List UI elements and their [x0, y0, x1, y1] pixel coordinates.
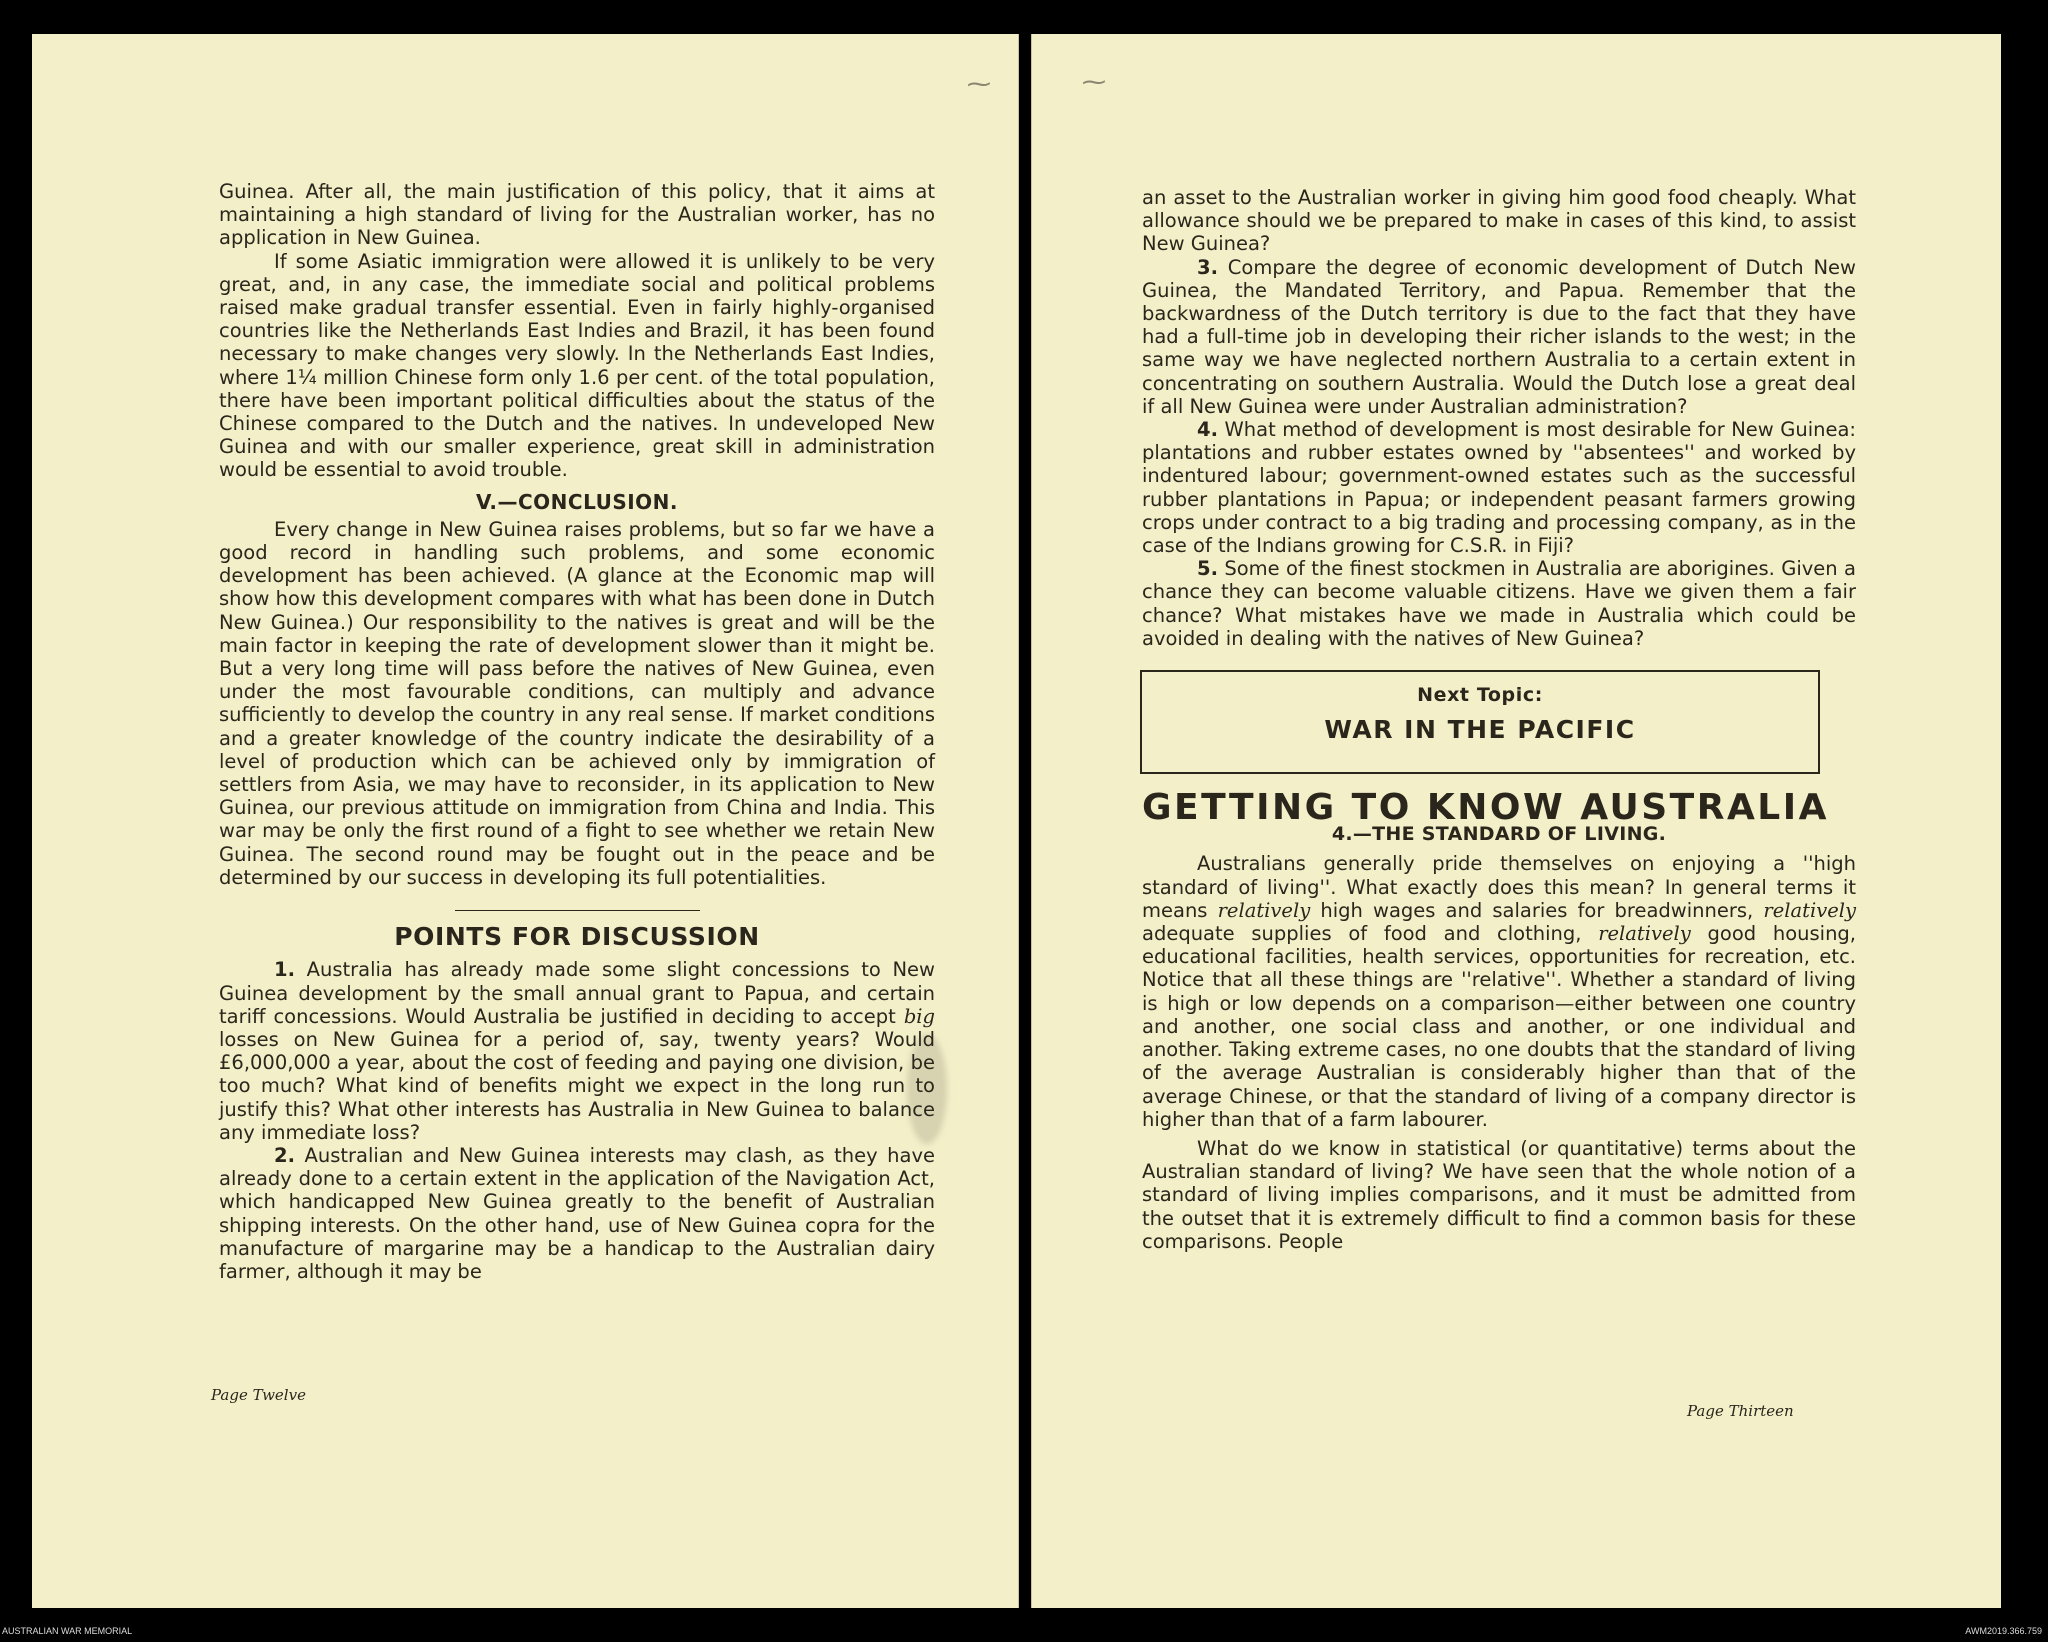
- living-emphasis-1: relatively: [1217, 898, 1311, 922]
- archive-footer: [0, 1608, 2048, 1642]
- point-3-text: Compare the degree of economic development of Dutch New Guinea, the Mandated Territory, and Papua. Remember that the backwardness of the Dutch territory is due to the fact that they have had a full-time job in developing their richer islands to the west; in the same way we have neglected northern Australia to a certain extent in concentrating on southern Australia. Would the Dutch lose a great deal if all New Guinea were under Australian administration?: [1142, 255, 1856, 418]
- staple-mark: ⁓: [1082, 68, 1106, 96]
- archive-name: AUSTRALIAN WAR MEMORIAL: [2, 1626, 133, 1636]
- point-5-number: 5.: [1197, 557, 1218, 581]
- intro-paragraph: Guinea. After all, the main justification of this policy, that it aims at maintaining a high standard of living for the Australian worker, has no application in New Guinea.: [219, 180, 935, 250]
- divider: [455, 910, 700, 911]
- point-4: [1142, 418, 1856, 557]
- point-2-text: Australian and New Guinea interests may clash, as they have already done to a certain extent in the application of the Navigation Act, which handicapped New Guinea greatly to the benefit of Australian shipping interests. On the other hand, use of New Guinea copra for the manufacture of margarine may be a handicap to the Australian dairy farmer, although it may be: [219, 1143, 935, 1283]
- right-page: [1031, 34, 2001, 1608]
- left-text-column: [219, 180, 935, 1283]
- point-1-text-a: Australia has already made some slight concessions to New Guinea development by the small annual grant to Papua, and certain tariff concessions. Would Australia be justified in deciding to accept: [219, 958, 936, 1028]
- standard-of-living-paragraph: [1142, 852, 1856, 1130]
- right-text-column: [1142, 186, 1856, 1253]
- intro-paragraph: an asset to the Australian worker in giving him good food cheaply. What allowance should we be prepared to make in cases of this kind, to assist New Guinea?: [1142, 186, 1856, 256]
- next-topic-box: [1140, 670, 1820, 774]
- points-heading: POINTS FOR DISCUSSION: [394, 922, 760, 952]
- point-2-number: 2.: [274, 1143, 295, 1167]
- asiatic-paragraph: If some Asiatic immigration were allowed it is unlikely to be very great, and, in any case, the immediate social and political problems raised make gradual transfer essential. Even in fairly highly-organised countries like the Netherlands East Indies and Brazil, it has been found necessary to make changes very slowly. In the Netherlands East Indies, where 1¼ million Chinese form only 1.6 per cent. of the total population, there have been important political difficulties about the status of the Chinese compared to the Dutch and the natives. In undeveloped New Guinea and with our smaller experience, great skill in administration would be essential to avoid trouble.: [219, 249, 935, 482]
- point-3: [1142, 256, 1856, 418]
- point-2: [219, 1144, 935, 1283]
- living-emphasis-3: relatively: [1598, 922, 1691, 946]
- point-1: [219, 958, 935, 1144]
- point-1-number: 1.: [274, 958, 295, 982]
- left-page: [32, 34, 1019, 1608]
- point-1-emphasis: big: [903, 1004, 936, 1028]
- point-5-text: Some of the finest stockmen in Australia are aborigines. Given a chance they can become valuable citizens. Have we given them a fair chance? What mistakes have we made in Australia which could be avoided in dealing with the natives of New Guinea?: [1142, 557, 1856, 650]
- point-1-text-b: losses on New Guinea for a period of, say, twenty years? Would £6,000,000 a year, about the cost of feeding and paying one division, be too much? What kind of benefits might we expect in the long run to justify this? What other interests has Australia in New Guinea to balance any immediate loss?: [219, 1027, 935, 1144]
- page-number-left: Page Twelve: [211, 1386, 306, 1404]
- living-emphasis-2: relatively: [1763, 898, 1857, 922]
- next-topic-label: Next Topic:: [1417, 684, 1543, 707]
- conclusion-heading: V.—CONCLUSION.: [475, 489, 679, 514]
- next-topic-title: WAR IN THE PACIFIC: [1324, 715, 1636, 745]
- living-text-c: adequate supplies of food and clothing,: [1142, 922, 1582, 946]
- section-title: GETTING TO KNOW AUSTRALIA: [1142, 787, 1829, 829]
- point-5: [1142, 557, 1856, 650]
- staple-mark: ⁓: [967, 70, 991, 98]
- archive-id: AWM2019.366.759: [1965, 1626, 2042, 1636]
- page-number-right: Page Thirteen: [1687, 1402, 1794, 1420]
- living-text-a: Australians generally pride themselves on enjoying a ''high standard of living''. What exactly does this mean? In general terms it means: [1142, 852, 1856, 922]
- conclusion-paragraph: Every change in New Guinea raises problems, but so far we have a good record in handling such problems, and some economic development has been achieved. (A glance at the Economic map will show how this development compares with what has been done in Dutch New Guinea.) Our responsibility to the natives is great and will be the main factor in keeping the rate of development slower than it might be. But a very long time will pass before the natives of New Guinea, even under the most favourable conditions, can multiply and advance sufficiently to develop the country in any real sense. If market conditions and a greater knowledge of the country indicate the desirability of a level of production which can be achieved only by immigration of settlers from Asia, we may have to reconsider, in its application to New Guinea, our previous attitude on immigration from China and India. This war may be only the first round of a fight to see whether we retain New Guinea. The second round may be fought out in the peace and be determined by our success in developing its full potentialities.: [219, 517, 935, 889]
- point-4-text: What method of development is most desirable for New Guinea: plantations and rubber estates owned by ''absentees'' and worked by indentured labour; government-owned estates such as the successful rubber plantations in Papua; or independent peasant farmers growing crops under contract to a big trading and processing company, as in the case of the Indians growing for C.S.R. in Fiji?: [1142, 418, 1856, 558]
- living-text-b: high wages and salaries for breadwinners,: [1320, 898, 1754, 922]
- point-3-number: 3.: [1197, 255, 1218, 279]
- statistics-paragraph: What do we know in statistical (or quantitative) terms about the Australian standard of living? We have seen that the whole notion of a standard of living implies comparisons, and it must be admitted from the outset that it is extremely difficult to find a common basis for these comparisons. People: [1142, 1136, 1856, 1253]
- section-subtitle: 4.—THE STANDARD OF LIVING.: [1331, 823, 1667, 846]
- living-text-d: good housing, educational facilities, health services, opportunities for recreation, etc. Notice that all these things are ''relative''. Whether a standard of living is high or low depends on a comparison—either between one country and another, one social class and another, or one individual and another. Taking extreme cases, no one doubts that the standard of living of the average Australian is considerably higher than that of the average Chinese, or that the standard of living of a company director is higher than that of a farm labourer.: [1142, 922, 1856, 1131]
- point-4-number: 4.: [1197, 418, 1218, 442]
